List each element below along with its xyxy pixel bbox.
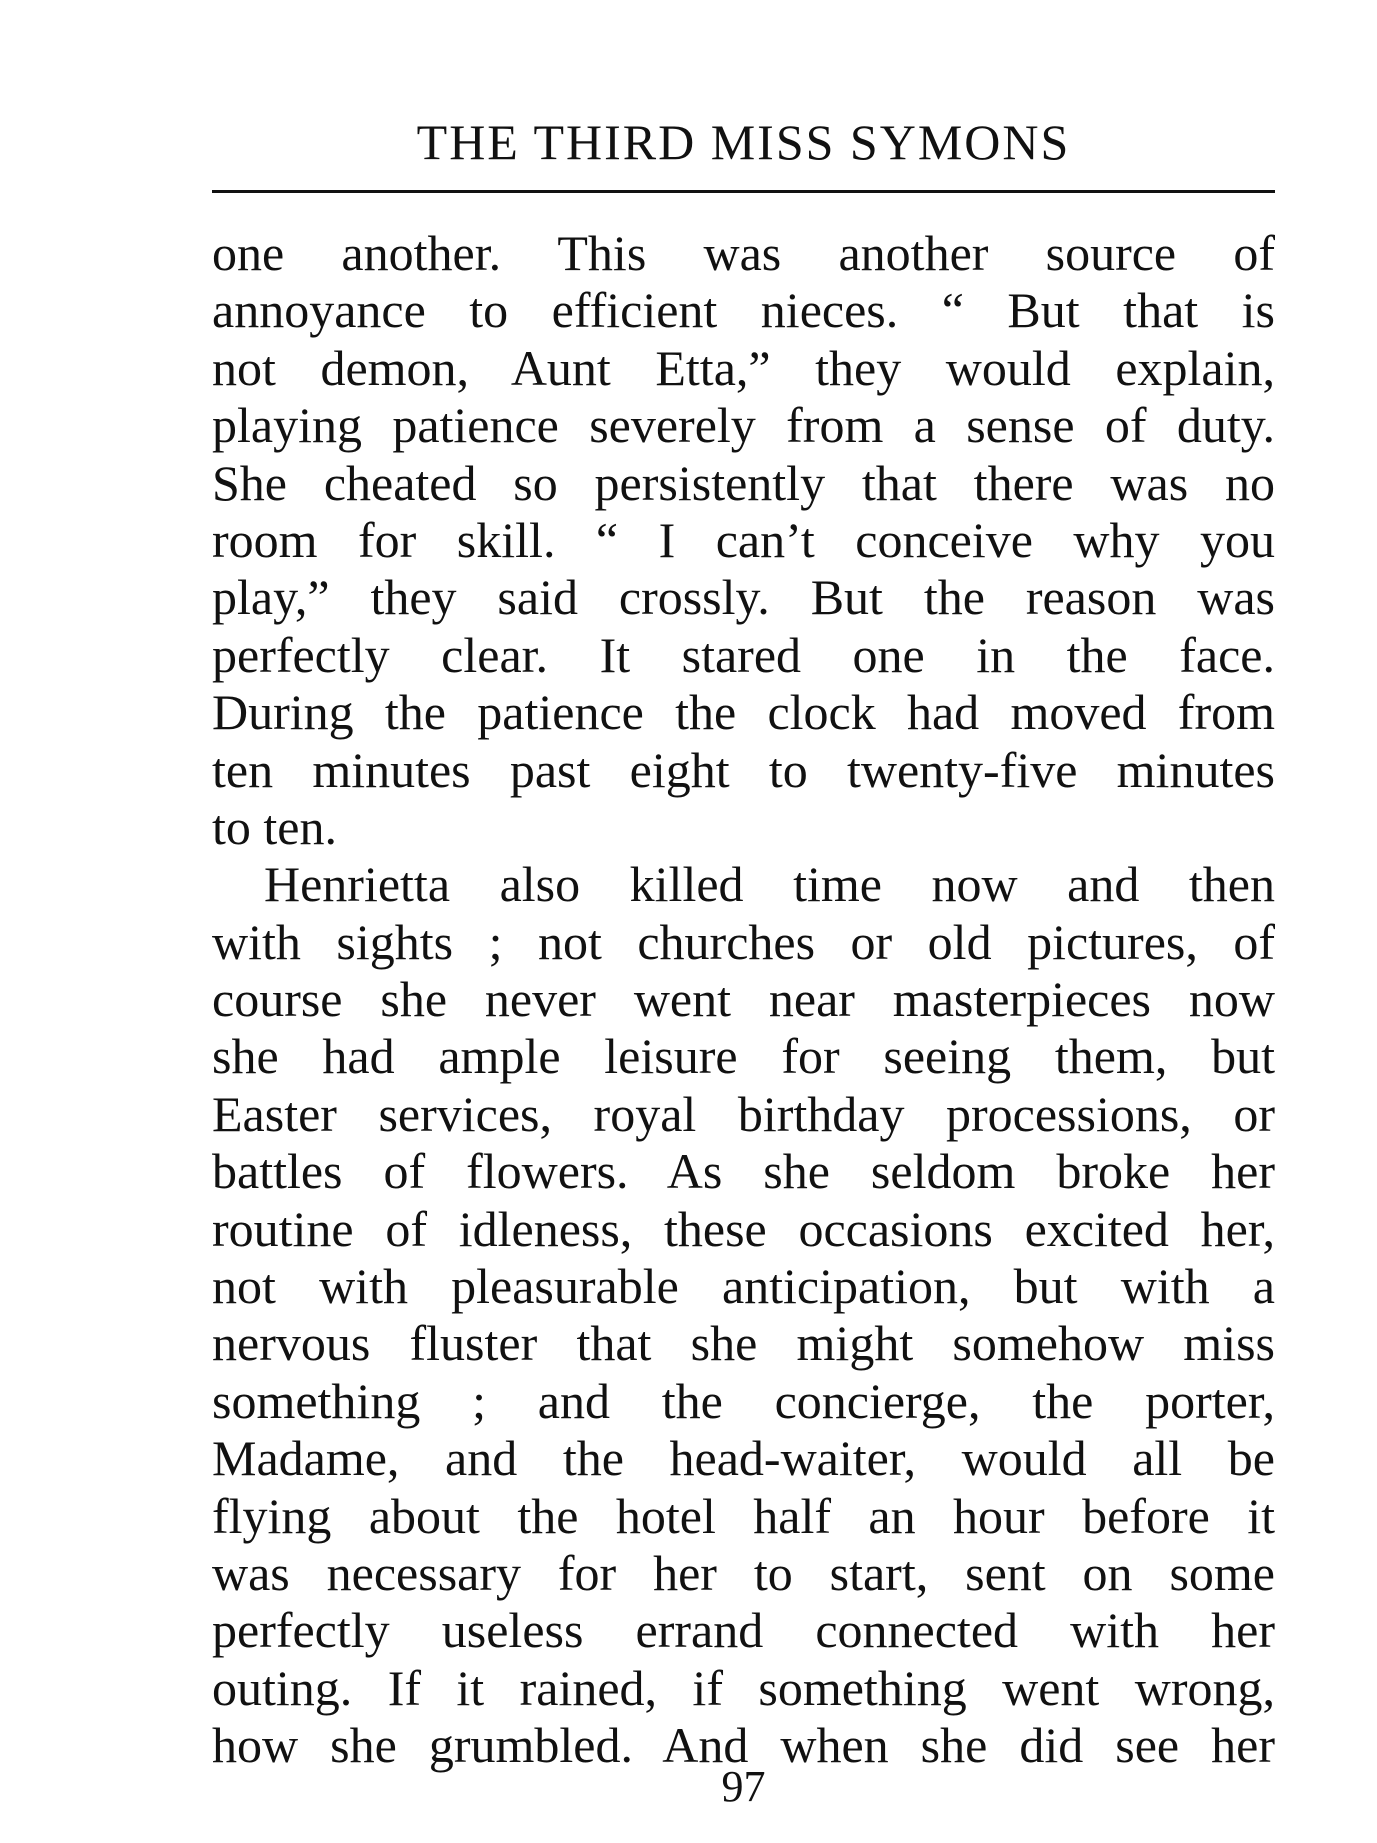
text-line: Easter services, royal birthday processions, or	[212, 1085, 1275, 1142]
text-line: she had ample leisure for seeing them, but	[212, 1028, 1275, 1085]
text-line: not with pleasurable anticipation, but with a	[212, 1258, 1275, 1315]
body-text	[212, 225, 1275, 1775]
text-line: playing patience severely from a sense of duty.	[212, 397, 1275, 454]
text-line: with sights ; not churches or old pictures, of	[212, 913, 1275, 970]
text-line: room for skill. “ I can’t conceive why you	[212, 511, 1275, 568]
text-line: Henrietta also killed time now and then	[264, 856, 1275, 913]
running-head: THE THIRD MISS SYMONS	[416, 114, 1071, 170]
text-line: play,” they said crossly. But the reason was	[212, 569, 1275, 626]
text-line: ten minutes past eight to twenty-five minutes	[212, 741, 1275, 798]
text-line: was necessary for her to start, sent on some	[212, 1544, 1275, 1601]
text-line: outing. If it rained, if something went wrong,	[212, 1659, 1275, 1716]
text-line: She cheated so persistently that there was no	[212, 454, 1275, 511]
text-line: perfectly clear. It stared one in the face.	[212, 626, 1275, 683]
text-line: one another. This was another source of	[212, 225, 1275, 281]
text-line: nervous fluster that she might somehow miss	[212, 1315, 1275, 1372]
text-line: routine of idleness, these occasions excited her,	[212, 1200, 1275, 1257]
header-rule	[212, 190, 1275, 193]
text-line: annoyance to efficient nieces. “ But that is	[212, 282, 1275, 339]
text-line: flying about the hotel half an hour before it	[212, 1487, 1275, 1544]
text-line: course she never went near masterpieces now	[212, 971, 1275, 1028]
text-line: something ; and the concierge, the porter,	[212, 1372, 1275, 1429]
text-line: Madame, and the head-waiter, would all be	[212, 1430, 1275, 1487]
paragraph	[212, 856, 1275, 1774]
paragraph	[212, 225, 1275, 856]
text-line: During the patience the clock had moved from	[212, 684, 1275, 741]
page-number: 97	[721, 1762, 766, 1811]
text-line: battles of flowers. As she seldom broke her	[212, 1143, 1275, 1200]
text-line: perfectly useless errand connected with her	[212, 1602, 1275, 1659]
text-line: not demon, Aunt Etta,” they would explain,	[212, 339, 1275, 396]
text-line: how she grumbled. And when she did see her	[212, 1717, 1275, 1774]
text-line: to ten.	[212, 798, 337, 855]
